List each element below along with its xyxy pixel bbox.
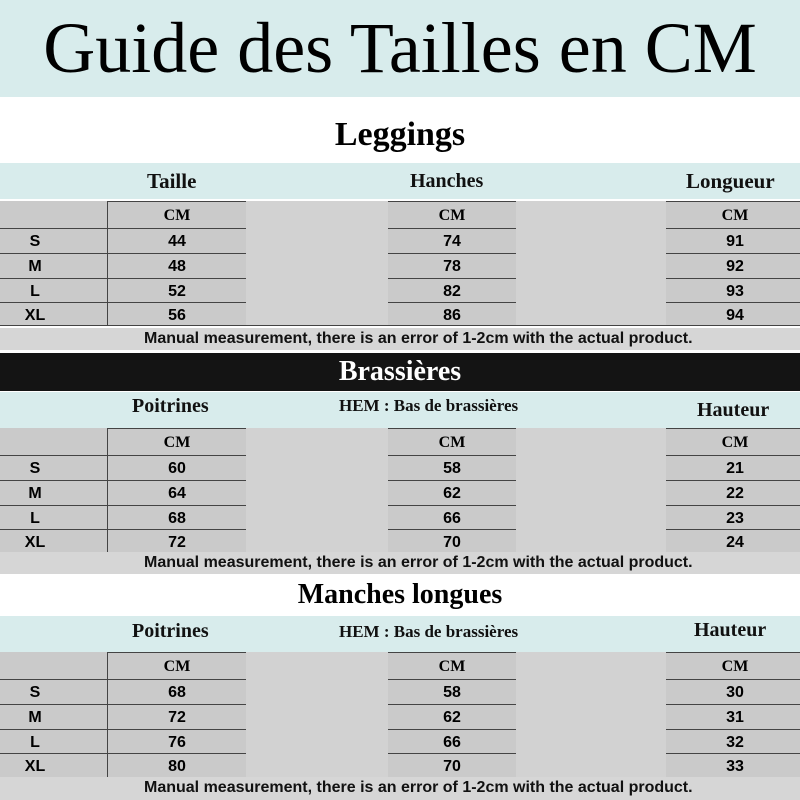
column-header: Hauteur — [697, 399, 770, 421]
size-label: S — [29, 233, 41, 250]
unit-label: CM — [721, 207, 749, 224]
table-cell: 93 — [726, 283, 744, 300]
table-row — [0, 254, 800, 278]
table-cell: 82 — [443, 283, 461, 300]
column-header: Hanches — [410, 170, 484, 192]
table-cell: 22 — [726, 485, 744, 502]
table-row — [0, 680, 800, 704]
table-row — [0, 456, 800, 480]
header-band-manches-longues — [0, 616, 800, 652]
unit-label: CM — [163, 658, 191, 675]
unit-label: CM — [163, 207, 191, 224]
column-header: HEM : Bas de brassières — [339, 622, 519, 641]
column-header: Poitrines — [132, 395, 209, 417]
table-cell: 62 — [443, 709, 461, 726]
table-cell: 66 — [443, 510, 461, 527]
table-cell: 24 — [726, 534, 744, 551]
column-header: Poitrines — [132, 620, 209, 642]
table-cell: 86 — [443, 307, 461, 324]
size-label: M — [28, 709, 42, 726]
size-label: L — [30, 734, 40, 751]
table-cell: 48 — [168, 258, 186, 275]
table-row — [0, 506, 800, 530]
table-cell: 72 — [168, 534, 186, 551]
size-label: S — [29, 684, 41, 701]
unit-label: CM — [163, 434, 191, 451]
table-cell: 33 — [726, 758, 744, 775]
table-cell: 70 — [443, 758, 461, 775]
section-title-manches-longues: Manches longues — [297, 579, 503, 610]
size-label: XL — [24, 307, 46, 324]
unit-label: CM — [721, 658, 749, 675]
table-cell: 58 — [443, 460, 461, 477]
table-cell: 30 — [726, 684, 744, 701]
unit-label: CM — [721, 434, 749, 451]
table-row — [0, 730, 800, 754]
table-row — [0, 481, 800, 505]
unit-label: CM — [438, 434, 466, 451]
size-label: L — [30, 283, 40, 300]
table-cell: 66 — [443, 734, 461, 751]
table-cell: 56 — [168, 307, 186, 324]
size-label: L — [30, 510, 40, 527]
table-row — [0, 229, 800, 253]
table-row — [0, 530, 800, 554]
table-row — [0, 303, 800, 327]
size-table-manches-longues — [0, 652, 800, 777]
column-header: Hauteur — [694, 619, 767, 641]
table-cell: 32 — [726, 734, 744, 751]
table-cell: 70 — [443, 534, 461, 551]
table-row — [0, 279, 800, 303]
size-label: XL — [24, 534, 46, 551]
unit-label: CM — [438, 658, 466, 675]
measurement-note: Manual measurement, there is an error of 1-2cm with the actual product. — [0, 777, 800, 800]
table-cell: 80 — [168, 758, 186, 775]
section-title-leggings: Leggings — [334, 116, 466, 153]
measurement-note: Manual measurement, there is an error of 1-2cm with the actual product. — [0, 328, 800, 350]
table-cell: 76 — [168, 734, 186, 751]
size-table-leggings — [0, 201, 800, 326]
measurement-note: Manual measurement, there is an error of 1-2cm with the actual product. — [0, 552, 800, 574]
column-header: Longueur — [686, 169, 775, 193]
section-title-brassieres: Brassières — [0, 353, 800, 391]
column-header: HEM : Bas de brassières — [339, 396, 519, 415]
unit-label: CM — [438, 207, 466, 224]
table-cell: 74 — [443, 233, 461, 250]
table-cell: 21 — [726, 460, 744, 477]
table-cell: 52 — [168, 283, 186, 300]
size-label: M — [28, 258, 42, 275]
table-cell: 68 — [168, 510, 186, 527]
table-cell: 94 — [726, 307, 744, 324]
table-row — [0, 705, 800, 729]
table-cell: 60 — [168, 460, 186, 477]
page-title: Guide des Tailles en CM — [0, 0, 800, 97]
table-row — [0, 754, 800, 778]
table-cell: 92 — [726, 258, 744, 275]
table-cell: 78 — [443, 258, 461, 275]
table-cell: 91 — [726, 233, 744, 250]
table-cell: 44 — [168, 233, 186, 250]
table-cell: 31 — [726, 709, 744, 726]
header-band-brassieres — [0, 392, 800, 428]
size-label: S — [29, 460, 41, 477]
table-cell: 64 — [168, 485, 186, 502]
table-cell: 68 — [168, 684, 186, 701]
size-table-brassieres — [0, 428, 800, 553]
size-label: M — [28, 485, 42, 502]
column-header: Taille — [147, 169, 197, 193]
table-cell: 23 — [726, 510, 744, 527]
table-cell: 58 — [443, 684, 461, 701]
table-cell: 72 — [168, 709, 186, 726]
size-label: XL — [24, 758, 46, 775]
table-cell: 62 — [443, 485, 461, 502]
header-band-leggings — [0, 163, 800, 199]
